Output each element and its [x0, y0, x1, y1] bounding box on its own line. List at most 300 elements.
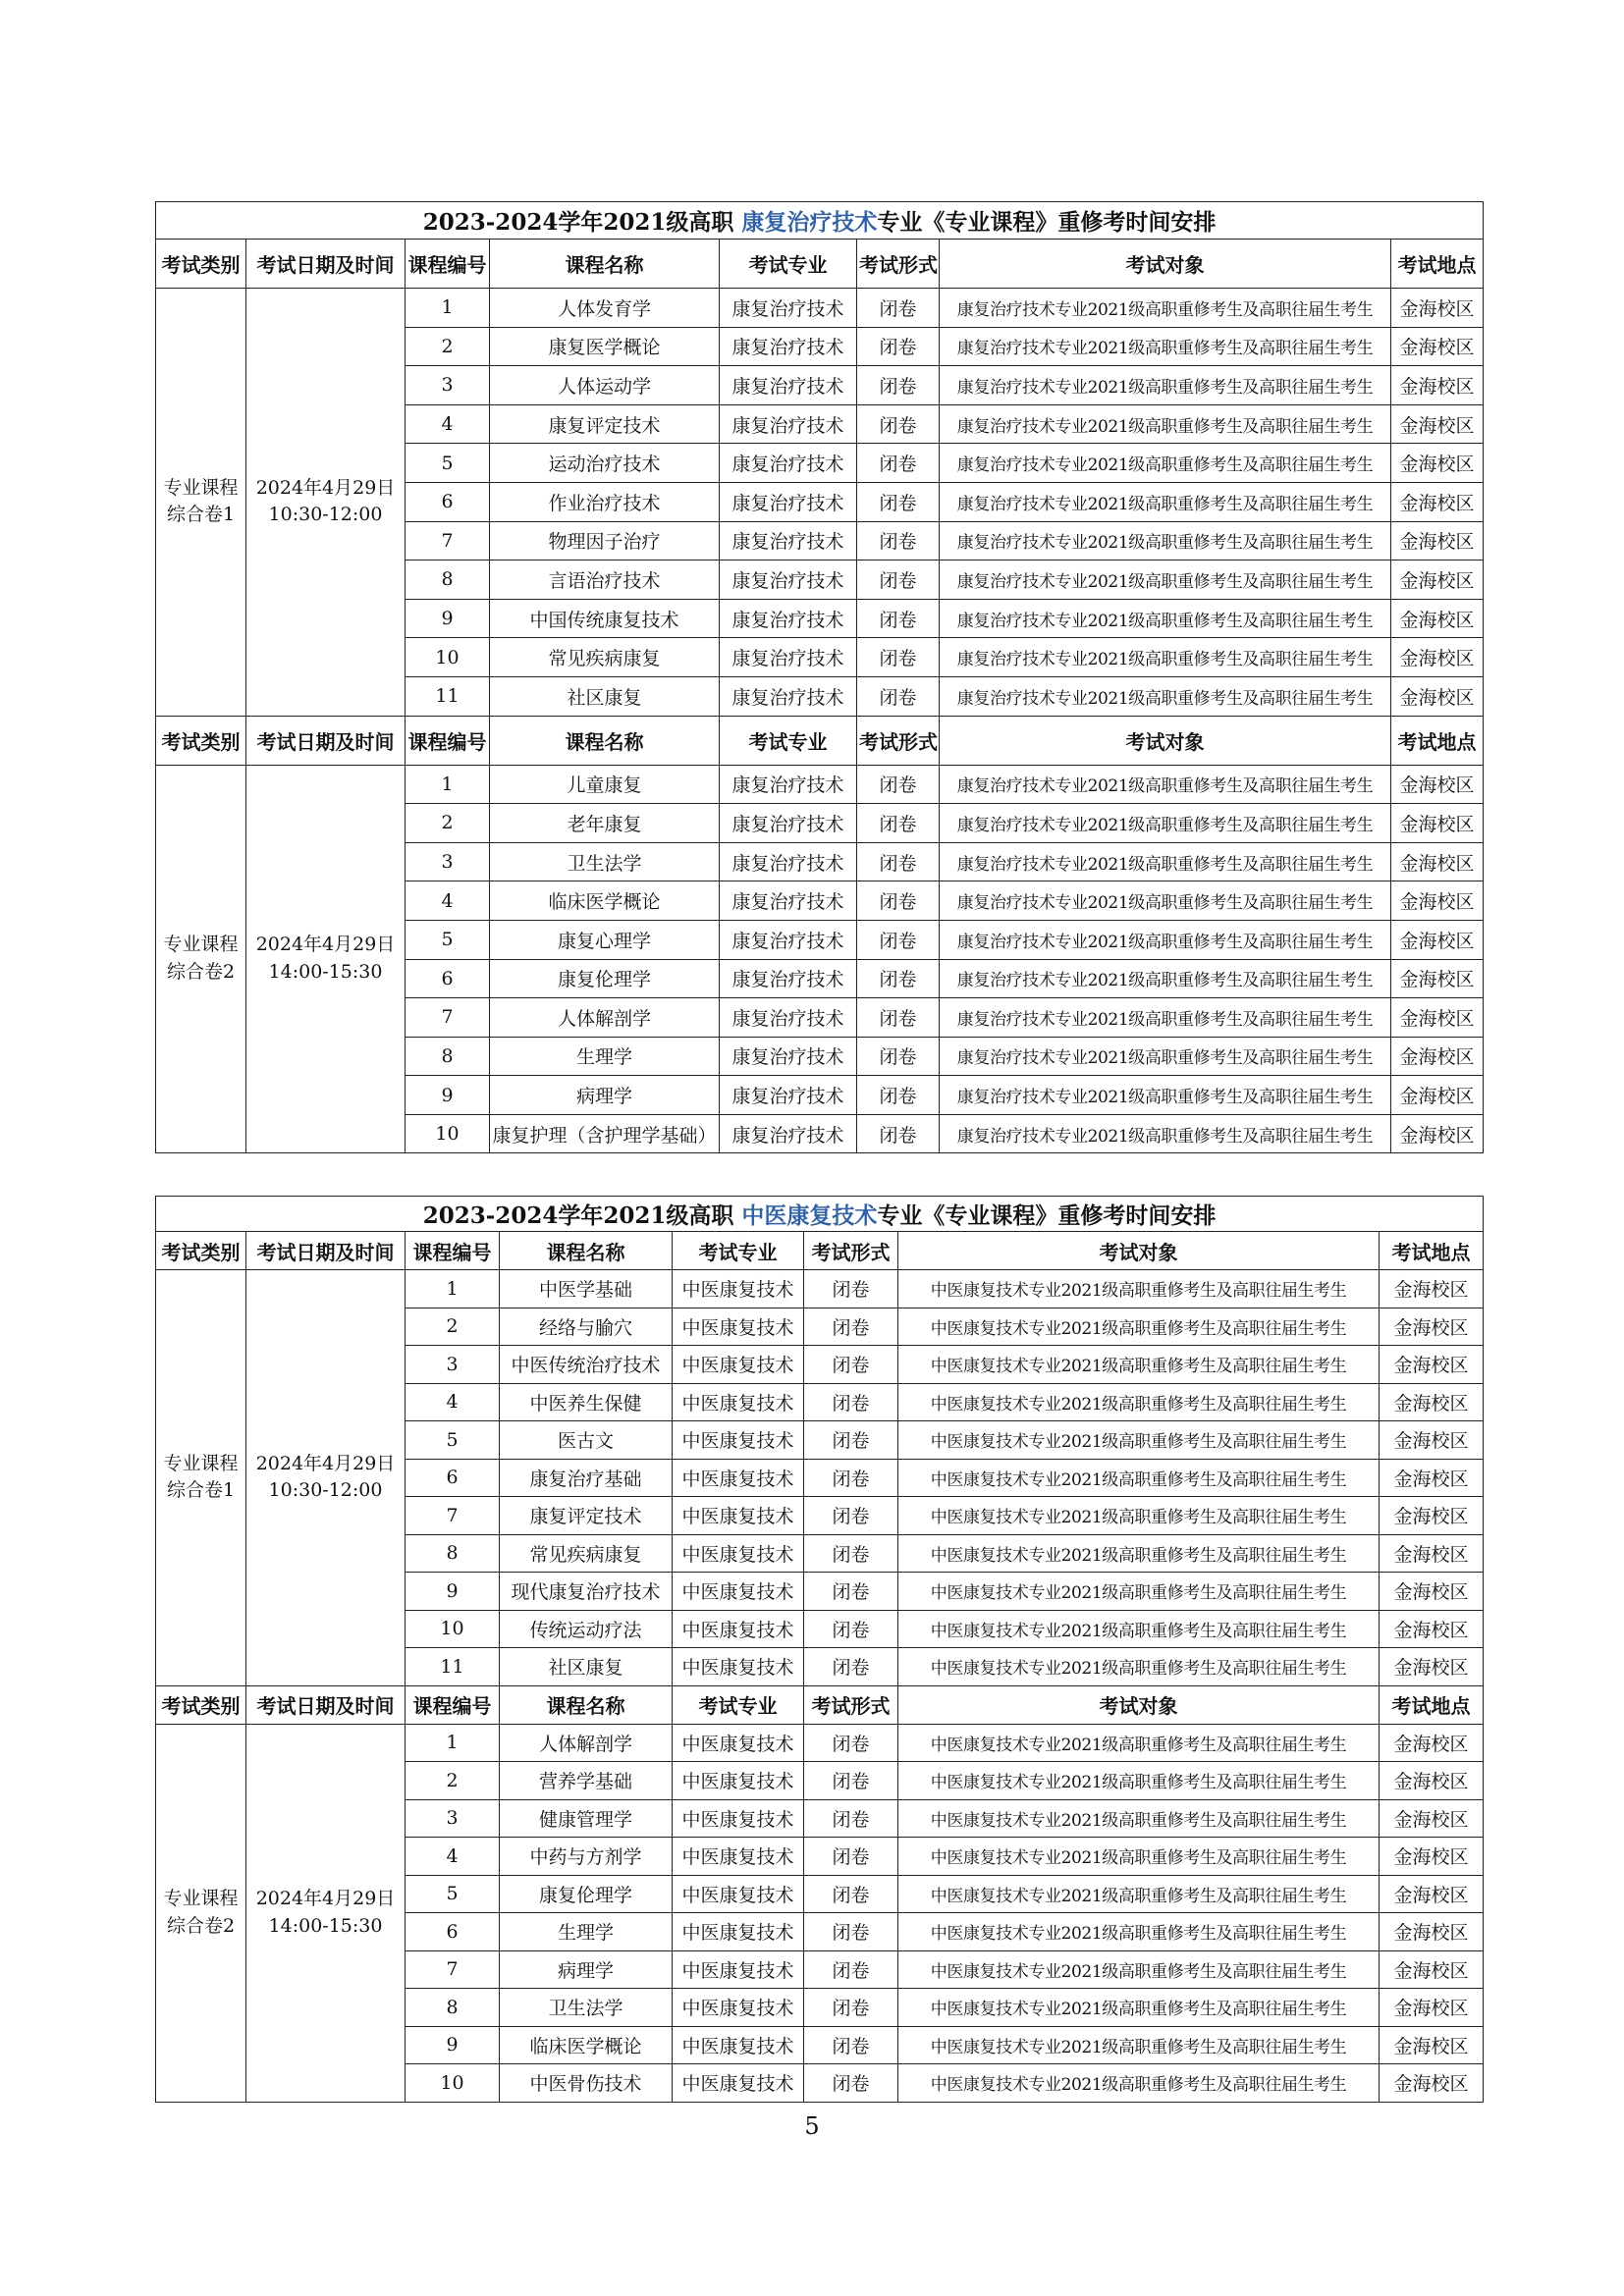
exam-target: 中医康复技术专业2021级高职重修考生及高职往届生考生: [898, 1875, 1380, 1913]
exam-target: 康复治疗技术专业2021级高职重修考生及高职往届生考生: [940, 327, 1391, 366]
course-no: 9: [406, 1573, 500, 1611]
course-no: 9: [406, 2026, 500, 2064]
course-name: 作业治疗技术: [490, 482, 720, 521]
exam-location: 金海校区: [1391, 676, 1484, 716]
course-name: 中医骨伤技术: [500, 2064, 673, 2103]
schedule-table-tcm-rehab: [155, 1196, 1484, 2103]
header-exam-location: 考试地点: [1380, 1685, 1484, 1724]
header-course-name: 课程名称: [490, 240, 720, 289]
exam-location: 金海校区: [1380, 1534, 1484, 1573]
course-no: 10: [406, 2064, 500, 2103]
exam-form: 闭卷: [857, 366, 940, 405]
exam-target: 中医康复技术专业2021级高职重修考生及高职往届生考生: [898, 1534, 1380, 1573]
exam-major: 康复治疗技术: [720, 804, 857, 843]
header-course-no: 课程编号: [406, 716, 490, 765]
exam-location: 金海校区: [1391, 920, 1484, 959]
course-name: 运动治疗技术: [490, 444, 720, 483]
exam-form: 闭卷: [857, 804, 940, 843]
header-exam-major: 考试专业: [720, 716, 857, 765]
exam-form: 闭卷: [857, 920, 940, 959]
header-exam-datetime: 考试日期及时间: [246, 1232, 406, 1270]
exam-form: 闭卷: [804, 1875, 898, 1913]
header-exam-location: 考试地点: [1380, 1232, 1484, 1270]
exam-location: 金海校区: [1380, 1838, 1484, 1876]
header-exam-form: 考试形式: [857, 716, 940, 765]
exam-form: 闭卷: [857, 327, 940, 366]
header-exam-location: 考试地点: [1391, 716, 1484, 765]
exam-target: 中医康复技术专业2021级高职重修考生及高职往届生考生: [898, 1346, 1380, 1384]
exam-datetime: [246, 289, 406, 717]
exam-major: 康复治疗技术: [720, 599, 857, 638]
course-no: 7: [406, 1950, 500, 1989]
exam-location: 金海校区: [1391, 482, 1484, 521]
course-name: 康复评定技术: [490, 404, 720, 444]
exam-target: 康复治疗技术专业2021级高职重修考生及高职往届生考生: [940, 521, 1391, 561]
exam-datetime: [246, 765, 406, 1153]
exam-location: 金海校区: [1380, 1724, 1484, 1762]
exam-form: 闭卷: [857, 521, 940, 561]
schedule-table-body: [156, 202, 1484, 1153]
exam-form: 闭卷: [857, 599, 940, 638]
course-no: 10: [406, 638, 490, 677]
course-name: 中医养生保健: [500, 1383, 673, 1421]
header-course-no: 课程编号: [406, 240, 490, 289]
exam-major: 康复治疗技术: [720, 1076, 857, 1115]
course-no: 1: [406, 1724, 500, 1762]
course-name: 卫生法学: [490, 842, 720, 881]
exam-location: 金海校区: [1380, 1875, 1484, 1913]
course-no: 3: [406, 1799, 500, 1838]
exam-form: 闭卷: [804, 1950, 898, 1989]
exam-location: 金海校区: [1380, 1610, 1484, 1648]
course-name: 言语治疗技术: [490, 561, 720, 600]
exam-form: 闭卷: [857, 1114, 940, 1153]
exam-target: 中医康复技术专业2021级高职重修考生及高职往届生考生: [898, 1762, 1380, 1800]
course-name: 现代康复治疗技术: [500, 1573, 673, 1611]
exam-target: 康复治疗技术专业2021级高职重修考生及高职往届生考生: [940, 998, 1391, 1038]
exam-target: 康复治疗技术专业2021级高职重修考生及高职往届生考生: [940, 404, 1391, 444]
exam-form: 闭卷: [857, 881, 940, 921]
exam-location: 金海校区: [1380, 1308, 1484, 1346]
exam-location: 金海校区: [1380, 2064, 1484, 2103]
exam-form: 闭卷: [804, 1838, 898, 1876]
course-no: 5: [406, 920, 490, 959]
course-name: 物理因子治疗: [490, 521, 720, 561]
course-name: 儿童康复: [490, 765, 720, 804]
header-exam-category: 考试类别: [156, 1685, 246, 1724]
course-name: 病理学: [500, 1950, 673, 1989]
course-no: 6: [406, 1913, 500, 1951]
exam-location: 金海校区: [1380, 1383, 1484, 1421]
exam-major: 中医康复技术: [673, 2026, 804, 2064]
course-name: 康复治疗基础: [500, 1459, 673, 1497]
exam-major: 中医康复技术: [673, 1383, 804, 1421]
exam-target: 中医康复技术专业2021级高职重修考生及高职往届生考生: [898, 1799, 1380, 1838]
exam-target: 康复治疗技术专业2021级高职重修考生及高职往届生考生: [940, 482, 1391, 521]
header-exam-location: 考试地点: [1391, 240, 1484, 289]
header-exam-datetime: 考试日期及时间: [246, 716, 406, 765]
exam-form: 闭卷: [857, 638, 940, 677]
exam-location: 金海校区: [1391, 561, 1484, 600]
course-no: 4: [406, 404, 490, 444]
exam-target: 中医康复技术专业2021级高职重修考生及高职往届生考生: [898, 1648, 1380, 1686]
exam-major: 康复治疗技术: [720, 676, 857, 716]
exam-target: 康复治疗技术专业2021级高职重修考生及高职往届生考生: [940, 676, 1391, 716]
course-no: 10: [406, 1610, 500, 1648]
exam-form: 闭卷: [804, 1459, 898, 1497]
header-exam-major: 考试专业: [720, 240, 857, 289]
exam-major: 中医康复技术: [673, 2064, 804, 2103]
table-title-row: [156, 1197, 1484, 1232]
exam-target: 中医康复技术专业2021级高职重修考生及高职往届生考生: [898, 1573, 1380, 1611]
header-exam-datetime: 考试日期及时间: [246, 240, 406, 289]
course-no: 7: [406, 521, 490, 561]
exam-time: 14:00-15:30: [268, 961, 383, 983]
table-header-row: [156, 240, 1484, 289]
course-no: 5: [406, 444, 490, 483]
exam-form: 闭卷: [804, 1421, 898, 1460]
exam-target: 中医康复技术专业2021级高职重修考生及高职往届生考生: [898, 1459, 1380, 1497]
exam-target: 康复治疗技术专业2021级高职重修考生及高职往届生考生: [940, 920, 1391, 959]
exam-form: 闭卷: [804, 1534, 898, 1573]
course-no: 3: [406, 366, 490, 405]
exam-major: 中医康复技术: [673, 1762, 804, 1800]
exam-location: 金海校区: [1380, 1459, 1484, 1497]
header-exam-category: 考试类别: [156, 240, 246, 289]
exam-form: 闭卷: [857, 959, 940, 998]
exam-form: 闭卷: [804, 1308, 898, 1346]
exam-major: 康复治疗技术: [720, 404, 857, 444]
exam-target: 中医康复技术专业2021级高职重修考生及高职往届生考生: [898, 1913, 1380, 1951]
exam-major: 康复治疗技术: [720, 1114, 857, 1153]
exam-major: 康复治疗技术: [720, 765, 857, 804]
exam-major: 中医康复技术: [673, 1875, 804, 1913]
course-no: 6: [406, 959, 490, 998]
exam-major: 康复治疗技术: [720, 521, 857, 561]
exam-location: 金海校区: [1391, 444, 1484, 483]
exam-location: 金海校区: [1380, 1270, 1484, 1308]
course-no: 8: [406, 561, 490, 600]
course-name: 康复医学概论: [490, 327, 720, 366]
header-exam-form: 考试形式: [804, 1232, 898, 1270]
exam-major: 康复治疗技术: [720, 482, 857, 521]
exam-location: 金海校区: [1380, 1799, 1484, 1838]
course-name: 病理学: [490, 1076, 720, 1115]
course-no: 4: [406, 1838, 500, 1876]
course-no: 8: [406, 1989, 500, 2027]
course-name: 生理学: [500, 1913, 673, 1951]
header-course-no: 课程编号: [406, 1232, 500, 1270]
exam-major: 康复治疗技术: [720, 366, 857, 405]
course-name: 老年康复: [490, 804, 720, 843]
exam-major: 康复治疗技术: [720, 1037, 857, 1076]
exam-form: 闭卷: [857, 765, 940, 804]
exam-target: 中医康复技术专业2021级高职重修考生及高职往届生考生: [898, 1270, 1380, 1308]
exam-major: 中医康复技术: [673, 1497, 804, 1535]
exam-location: 金海校区: [1391, 959, 1484, 998]
exam-target: 中医康复技术专业2021级高职重修考生及高职往届生考生: [898, 1950, 1380, 1989]
exam-form: 闭卷: [857, 289, 940, 328]
table-row: [156, 289, 1484, 328]
exam-form: 闭卷: [804, 1573, 898, 1611]
exam-date: 2024年4月29日: [255, 476, 396, 499]
table-title-row: [156, 202, 1484, 240]
exam-target: 康复治疗技术专业2021级高职重修考生及高职往届生考生: [940, 765, 1391, 804]
exam-location: 金海校区: [1380, 1989, 1484, 2027]
course-name: 传统运动疗法: [500, 1610, 673, 1648]
exam-target: 康复治疗技术专业2021级高职重修考生及高职往届生考生: [940, 1114, 1391, 1153]
exam-major: 中医康复技术: [673, 1308, 804, 1346]
exam-form: 闭卷: [804, 1270, 898, 1308]
table-title: [156, 1197, 1484, 1232]
exam-category: 专业课程综合卷1: [156, 1270, 246, 1686]
course-name: 健康管理学: [500, 1799, 673, 1838]
exam-major: 中医康复技术: [673, 1838, 804, 1876]
header-exam-target: 考试对象: [940, 240, 1391, 289]
exam-major: 中医康复技术: [673, 1270, 804, 1308]
exam-target: 康复治疗技术专业2021级高职重修考生及高职往届生考生: [940, 599, 1391, 638]
exam-location: 金海校区: [1391, 404, 1484, 444]
course-name: 人体发育学: [490, 289, 720, 328]
exam-location: 金海校区: [1391, 327, 1484, 366]
exam-datetime: [246, 1270, 406, 1686]
exam-location: 金海校区: [1391, 366, 1484, 405]
exam-major: 中医康复技术: [673, 1610, 804, 1648]
course-no: 4: [406, 881, 490, 921]
exam-location: 金海校区: [1391, 1076, 1484, 1115]
exam-location: 金海校区: [1380, 1497, 1484, 1535]
header-exam-datetime: 考试日期及时间: [246, 1685, 406, 1724]
header-exam-target: 考试对象: [898, 1232, 1380, 1270]
exam-major: 康复治疗技术: [720, 561, 857, 600]
exam-location: 金海校区: [1380, 1421, 1484, 1460]
header-exam-category: 考试类别: [156, 1232, 246, 1270]
course-name: 卫生法学: [500, 1989, 673, 2027]
title-suffix: 专业《专业课程》重修考时间安排: [877, 1202, 1217, 1229]
exam-major: 中医康复技术: [673, 1421, 804, 1460]
course-name: 医古文: [500, 1421, 673, 1460]
exam-target: 中医康复技术专业2021级高职重修考生及高职往届生考生: [898, 1610, 1380, 1648]
exam-target: 中医康复技术专业2021级高职重修考生及高职往届生考生: [898, 1497, 1380, 1535]
exam-location: 金海校区: [1391, 998, 1484, 1038]
exam-location: 金海校区: [1391, 881, 1484, 921]
exam-location: 金海校区: [1391, 521, 1484, 561]
schedule-table-body: [156, 1197, 1484, 2103]
header-exam-major: 考试专业: [673, 1685, 804, 1724]
exam-date: 2024年4月29日: [255, 934, 396, 956]
course-name: 经络与腧穴: [500, 1308, 673, 1346]
table-header-row: [156, 716, 1484, 765]
course-no: 2: [406, 1308, 500, 1346]
exam-target: 康复治疗技术专业2021级高职重修考生及高职往届生考生: [940, 1076, 1391, 1115]
course-no: 6: [406, 482, 490, 521]
course-no: 3: [406, 842, 490, 881]
exam-target: 中医康复技术专业2021级高职重修考生及高职往届生考生: [898, 1421, 1380, 1460]
exam-target: 康复治疗技术专业2021级高职重修考生及高职往届生考生: [940, 638, 1391, 677]
exam-location: 金海校区: [1380, 1648, 1484, 1686]
exam-target: 康复治疗技术专业2021级高职重修考生及高职往届生考生: [940, 842, 1391, 881]
exam-date: 2024年4月29日: [255, 1887, 396, 1909]
exam-major: 中医康复技术: [673, 1913, 804, 1951]
exam-major: 康复治疗技术: [720, 842, 857, 881]
exam-major: 康复治疗技术: [720, 638, 857, 677]
course-no: 5: [406, 1875, 500, 1913]
header-exam-major: 考试专业: [673, 1232, 804, 1270]
exam-form: 闭卷: [857, 444, 940, 483]
course-name: 营养学基础: [500, 1762, 673, 1800]
exam-form: 闭卷: [804, 1610, 898, 1648]
exam-location: 金海校区: [1391, 1037, 1484, 1076]
course-no: 7: [406, 1497, 500, 1535]
course-name: 生理学: [490, 1037, 720, 1076]
exam-form: 闭卷: [857, 482, 940, 521]
exam-target: 中医康复技术专业2021级高职重修考生及高职往届生考生: [898, 1838, 1380, 1876]
exam-major: 中医康复技术: [673, 1346, 804, 1384]
exam-form: 闭卷: [804, 1383, 898, 1421]
course-name: 康复伦理学: [500, 1875, 673, 1913]
course-no: 5: [406, 1421, 500, 1460]
course-no: 8: [406, 1534, 500, 1573]
course-name: 临床医学概论: [500, 2026, 673, 2064]
exam-target: 康复治疗技术专业2021级高职重修考生及高职往届生考生: [940, 1037, 1391, 1076]
header-exam-target: 考试对象: [940, 716, 1391, 765]
exam-form: 闭卷: [857, 676, 940, 716]
table-row: [156, 1724, 1484, 1762]
exam-form: 闭卷: [804, 1724, 898, 1762]
exam-location: 金海校区: [1391, 1114, 1484, 1153]
course-no: 3: [406, 1346, 500, 1384]
exam-target: 中医康复技术专业2021级高职重修考生及高职往届生考生: [898, 2064, 1380, 2103]
header-exam-form: 考试形式: [857, 240, 940, 289]
course-no: 2: [406, 327, 490, 366]
exam-location: 金海校区: [1391, 804, 1484, 843]
exam-time: 10:30-12:00: [268, 1479, 383, 1502]
exam-datetime: [246, 1724, 406, 2102]
exam-target: 康复治疗技术专业2021级高职重修考生及高职往届生考生: [940, 289, 1391, 328]
course-no: 4: [406, 1383, 500, 1421]
course-name: 人体解剖学: [490, 998, 720, 1038]
exam-target: 中医康复技术专业2021级高职重修考生及高职往届生考生: [898, 2026, 1380, 2064]
course-name: 人体运动学: [490, 366, 720, 405]
exam-form: 闭卷: [804, 1799, 898, 1838]
title-major-highlight: 康复治疗技术: [741, 209, 878, 236]
course-no: 11: [406, 1648, 500, 1686]
exam-location: 金海校区: [1380, 1913, 1484, 1951]
course-no: 10: [406, 1114, 490, 1153]
course-no: 2: [406, 1762, 500, 1800]
exam-major: 康复治疗技术: [720, 998, 857, 1038]
exam-target: 康复治疗技术专业2021级高职重修考生及高职往届生考生: [940, 366, 1391, 405]
exam-location: 金海校区: [1380, 1346, 1484, 1384]
exam-location: 金海校区: [1380, 1573, 1484, 1611]
course-no: 2: [406, 804, 490, 843]
exam-major: 康复治疗技术: [720, 444, 857, 483]
course-name: 社区康复: [490, 676, 720, 716]
exam-major: 康复治疗技术: [720, 289, 857, 328]
exam-target: 康复治疗技术专业2021级高职重修考生及高职往届生考生: [940, 959, 1391, 998]
exam-form: 闭卷: [804, 1762, 898, 1800]
exam-category: 专业课程综合卷1: [156, 289, 246, 717]
exam-major: 中医康复技术: [673, 1799, 804, 1838]
exam-location: 金海校区: [1391, 638, 1484, 677]
exam-location: 金海校区: [1391, 765, 1484, 804]
exam-form: 闭卷: [857, 998, 940, 1038]
exam-form: 闭卷: [857, 404, 940, 444]
exam-category: 专业课程综合卷2: [156, 765, 246, 1153]
exam-form: 闭卷: [804, 2026, 898, 2064]
exam-target: 中医康复技术专业2021级高职重修考生及高职往届生考生: [898, 1383, 1380, 1421]
table-header-row: [156, 1232, 1484, 1270]
course-name: 常见疾病康复: [490, 638, 720, 677]
header-course-name: 课程名称: [490, 716, 720, 765]
course-name: 中药与方剂学: [500, 1838, 673, 1876]
exam-target: 康复治疗技术专业2021级高职重修考生及高职往届生考生: [940, 804, 1391, 843]
header-exam-category: 考试类别: [156, 716, 246, 765]
exam-form: 闭卷: [804, 1497, 898, 1535]
course-no: 1: [406, 1270, 500, 1308]
exam-major: 中医康复技术: [673, 1534, 804, 1573]
title-prefix: 2023-2024学年2021级高职: [422, 1202, 734, 1229]
header-exam-target: 考试对象: [898, 1685, 1380, 1724]
exam-major: 中医康复技术: [673, 1989, 804, 2027]
exam-major: 中医康复技术: [673, 1459, 804, 1497]
course-name: 常见疾病康复: [500, 1534, 673, 1573]
exam-major: 中医康复技术: [673, 1573, 804, 1611]
exam-major: 中医康复技术: [673, 1950, 804, 1989]
exam-target: 康复治疗技术专业2021级高职重修考生及高职往届生考生: [940, 881, 1391, 921]
exam-major: 康复治疗技术: [720, 920, 857, 959]
course-no: 8: [406, 1037, 490, 1076]
exam-location: 金海校区: [1391, 599, 1484, 638]
course-no: 1: [406, 289, 490, 328]
exam-location: 金海校区: [1380, 2026, 1484, 2064]
exam-major: 中医康复技术: [673, 1724, 804, 1762]
course-name: 中医传统治疗技术: [500, 1346, 673, 1384]
table-title: [156, 202, 1484, 240]
header-exam-form: 考试形式: [804, 1685, 898, 1724]
course-no: 9: [406, 1076, 490, 1115]
course-no: 7: [406, 998, 490, 1038]
course-name: 康复评定技术: [500, 1497, 673, 1535]
exam-target: 中医康复技术专业2021级高职重修考生及高职往届生考生: [898, 1308, 1380, 1346]
exam-date: 2024年4月29日: [255, 1452, 396, 1474]
exam-target: 中医康复技术专业2021级高职重修考生及高职往届生考生: [898, 1989, 1380, 2027]
exam-major: 中医康复技术: [673, 1648, 804, 1686]
exam-location: 金海校区: [1391, 289, 1484, 328]
course-name: 中医学基础: [500, 1270, 673, 1308]
course-name: 康复心理学: [490, 920, 720, 959]
exam-time: 14:00-15:30: [268, 1914, 383, 1937]
title-major-highlight: 中医康复技术: [741, 1202, 878, 1229]
exam-target: 康复治疗技术专业2021级高职重修考生及高职往届生考生: [940, 561, 1391, 600]
exam-location: 金海校区: [1380, 1762, 1484, 1800]
header-course-no: 课程编号: [406, 1685, 500, 1724]
course-name: 人体解剖学: [500, 1724, 673, 1762]
exam-major: 康复治疗技术: [720, 959, 857, 998]
exam-major: 康复治疗技术: [720, 327, 857, 366]
table-header-row: [156, 1685, 1484, 1724]
exam-form: 闭卷: [804, 1989, 898, 2027]
exam-location: 金海校区: [1391, 842, 1484, 881]
exam-form: 闭卷: [804, 1346, 898, 1384]
header-course-name: 课程名称: [500, 1232, 673, 1270]
title-suffix: 专业《专业课程》重修考时间安排: [877, 209, 1217, 236]
exam-category: 专业课程综合卷2: [156, 1724, 246, 2102]
table-row: [156, 765, 1484, 804]
exam-form: 闭卷: [804, 1648, 898, 1686]
exam-target: 康复治疗技术专业2021级高职重修考生及高职往届生考生: [940, 444, 1391, 483]
schedule-table-rehab-therapy: [155, 201, 1484, 1153]
